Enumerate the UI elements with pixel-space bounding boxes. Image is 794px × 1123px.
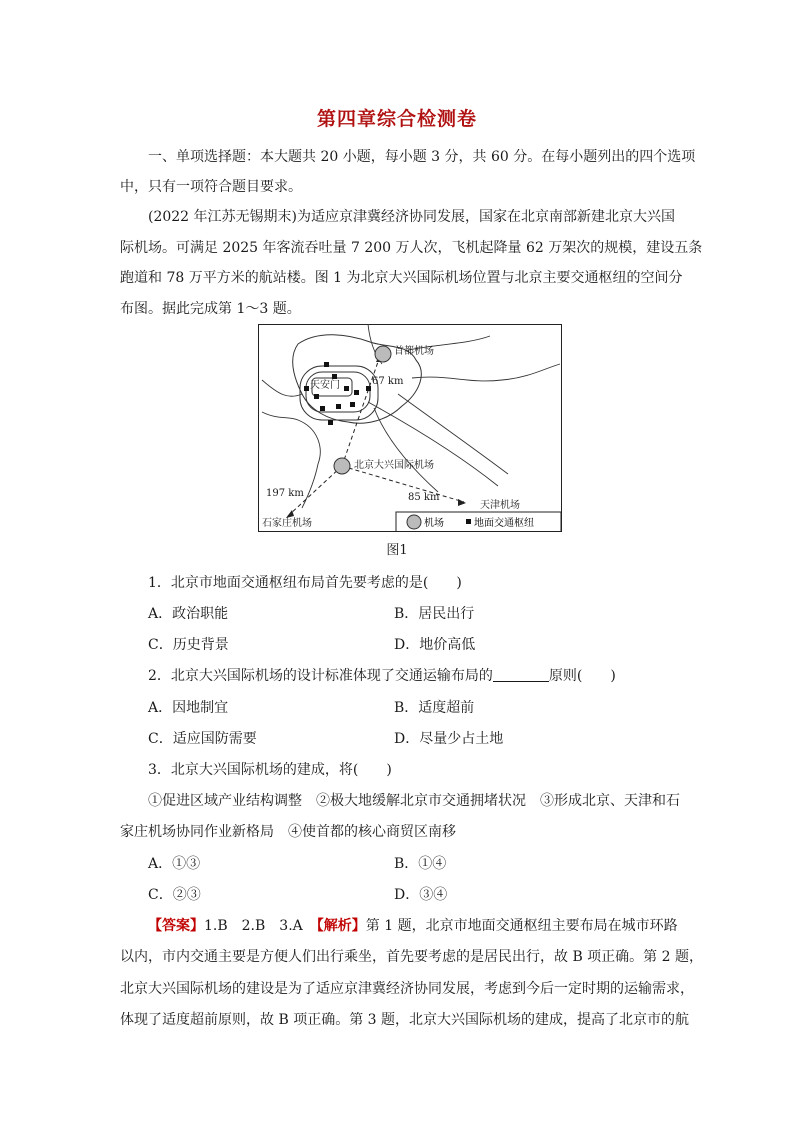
material-line3: 跑道和 78 万平方米的航站楼。图 1 为北京大兴国际机场位置与北京主要交通枢纽的空间分 (120, 270, 683, 286)
question-2-stem-before: 2．北京大兴国际机场的设计标准体现了交通运输布局的 (148, 668, 493, 684)
question-1-option-a: A．政治职能 (148, 606, 229, 622)
map-label-capital-airport: 首都机场 (394, 346, 434, 357)
question-3-option-c: C．②③ (148, 887, 201, 903)
answer-tag: 【答案】 (148, 918, 204, 934)
question-3-option-a: A．①③ (148, 856, 201, 872)
analysis-tag: 【解析】 (316, 918, 366, 934)
analysis-line4: 体现了适度超前原则，故 B 项正确。第 3 题，北京大兴国际机场的建成，提高了北京市的航 (120, 1012, 689, 1028)
figure-caption: 图1 (386, 543, 408, 558)
question-3-option-b: B．①④ (394, 856, 447, 872)
question-3-items-line1: ①促进区域产业结构调整 ②极大地缓解北京市交通拥堵状况 ③形成北京、天津和石 (148, 793, 680, 809)
material-line1: (2022 年江苏无锡期末)为适应京津冀经济协同发展，国家在北京南部新建北京大兴国 (148, 209, 676, 225)
legend-airport-label: 机场 (424, 518, 444, 529)
map-label-dist-capital: 67 km (372, 376, 404, 387)
beijing-airport-map (258, 324, 562, 532)
question-2-blank (493, 667, 549, 682)
section-intro-line1: 一、单项选择题：本大题共 20 小题，每小题 3 分，共 60 分。在每小题列出的四个选项 (148, 149, 696, 165)
question-2-option-b: B．适度超前 (394, 700, 475, 716)
question-2-stem-after: 原则( ) (548, 668, 616, 684)
question-1-option-d: D．地价高低 (394, 637, 476, 653)
analysis-line3: 北京大兴国际机场的建设是为了适应京津冀经济协同发展，考虑到今后一定时期的运输需求， (120, 981, 694, 997)
page-title: 第四章综合检测卷 (316, 108, 477, 130)
map-label-daxing-airport: 北京大兴国际机场 (354, 460, 434, 471)
map-label-dist-sjz: 197 km (266, 488, 304, 499)
answer-line1 (148, 915, 678, 935)
question-3-stem: 3．北京大兴国际机场的建成，将( ) (148, 762, 392, 778)
map-label-tiananmen: 天安门 (310, 380, 340, 391)
question-2-option-d: D．尽量少占土地 (394, 731, 504, 747)
question-2-stem (148, 665, 616, 685)
question-1-option-c: C．历史背景 (148, 637, 229, 653)
map-label-dist-tianjin: 85 km (408, 492, 440, 503)
answer-values: 1.B 2.B 3.A (204, 918, 317, 934)
map-label-tianjin-airport: 天津机场 (480, 500, 520, 511)
analysis-line1: 第 1 题，北京市地面交通枢纽主要布局在城市环路 (365, 918, 678, 934)
question-2-option-a: A．因地制宜 (148, 700, 229, 716)
material-line4: 布图。据此完成第 1～3 题。 (120, 301, 301, 317)
question-1-stem: 1．北京市地面交通枢纽布局首先要考虑的是( ) (148, 575, 462, 591)
question-1-option-b: B．居民出行 (394, 606, 475, 622)
legend-hub-label: 地面交通枢纽 (474, 518, 534, 529)
question-2-option-c: C．适应国防需要 (148, 731, 257, 747)
question-3-items-line2: 家庄机场协同作业新格局 ④使首都的核心商贸区南移 (120, 824, 456, 840)
map-label-sjz-airport: 石家庄机场 (262, 518, 312, 529)
material-line2: 际机场。可满足 2025 年客流吞吐量 7 200 万人次，飞机起降量 62 万架次的规模，建设五条 (120, 240, 703, 256)
section-intro-line2: 中，只有一项符合题目要求。 (120, 179, 302, 195)
analysis-line2: 以内，市内交通主要是方便人们出行乘坐，首先要考虑的是居民出行，故 B 项正确。第 2 题， (120, 949, 703, 965)
question-3-option-d: D．③④ (394, 887, 448, 903)
